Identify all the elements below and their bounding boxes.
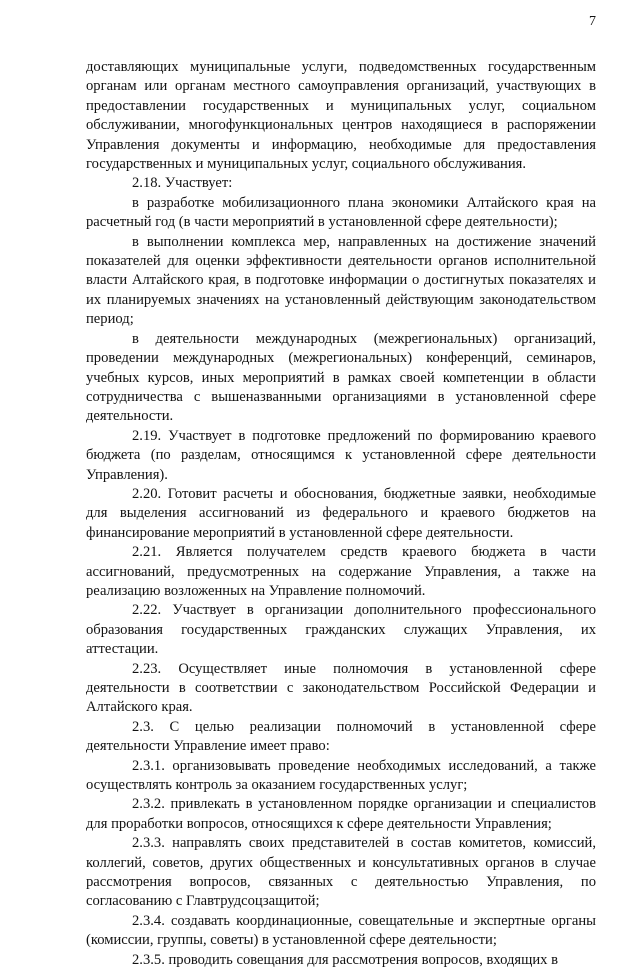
paragraph: 2.23. Осуществляет иные полномочия в установленной сфере деятельности в соответствии с законодательством Российской Федерации и Алтайского края. bbox=[86, 660, 596, 716]
paragraph: 2.3.2. привлекать в установленном порядке организации и специалистов для проработки вопросов, относящихся к сфере деятельности Управления; bbox=[86, 796, 596, 832]
paragraph: доставляющих муниципальные услуги, подведомственных государственным органам или органам местного самоуправления организаций, участвующих в предоставлении государственных и муниципальных услуг, социальном обслуживании, многофункциональных центров находящиеся в распоряжении Управления документы и информацию, необходимые для предоставления государственных и муниципальных услуг, социального обслуживания. bbox=[86, 59, 596, 173]
paragraph: 2.3.3. направлять своих представителей в состав комитетов, комиссий, коллегий, советов, других общественных и консультативных органов в случае рассмотрения вопросов, связанных с деятельностью Управления, по согласованию с Главтрудсоцзащитой; bbox=[86, 835, 596, 910]
paragraph: 2.3.5. проводить совещания для рассмотрения вопросов, входящих в bbox=[132, 951, 559, 968]
paragraph: 2.3.1. организовывать проведение необходимых исследований, а также осуществлять контроль за оказанием государственных услуг; bbox=[86, 757, 596, 794]
paragraph: в деятельности международных (межрегиональных) организаций, проведении международных (межрегиональных) конференций, семинаров, учебных курсов, иных мероприятий в рамках своей компетенции в области сотрудничества с вышеназванными организациями в установленной сфере деятельности. bbox=[86, 330, 596, 425]
paragraph: 2.21. Является получателем средств краевого бюджета в части ассигнований, предусмотренных на содержание Управления, а также на реализацию возложенных на Управление полномочий. bbox=[86, 544, 596, 599]
paragraph: в выполнении комплекса мер, направленных на достижение значений показателей для оценки эффективности деятельности органов исполнительной власти Алтайского края, в подготовке информации о достигнутых показателях и их планируемых значениях на установленный действующим законодательством период; bbox=[86, 233, 596, 328]
paragraph: 2.19. Участвует в подготовке предложений по формированию краевого бюджета (по разделам, относящимся к установленной сфере деятельности Управления). bbox=[86, 427, 596, 483]
page-number: 7 bbox=[589, 14, 596, 29]
paragraph: 2.20. Готовит расчеты и обоснования, бюджетные заявки, необходимые для выделения ассигнований из федерального и краевого бюджетов на финансирование мероприятий в установленной сфере деятельности. bbox=[86, 485, 596, 541]
document-body bbox=[86, 58, 596, 970]
paragraph: в разработке мобилизационного плана экономики Алтайского края на расчетный год (в части мероприятий в установленной сфере деятельности); bbox=[86, 194, 596, 231]
paragraph: 2.3. С целью реализации полномочий в установленной сфере деятельности Управление имеет право: bbox=[86, 718, 596, 755]
paragraph: 2.18. Участвует: bbox=[132, 175, 233, 192]
paragraph: 2.22. Участвует в организации дополнительного профессионального образования государственных гражданских служащих Управления, их аттестации. bbox=[86, 602, 596, 658]
paragraph: 2.3.4. создавать координационные, совещательные и экспертные органы (комиссии, группы, советы) в установленной сфере деятельности; bbox=[86, 912, 596, 949]
